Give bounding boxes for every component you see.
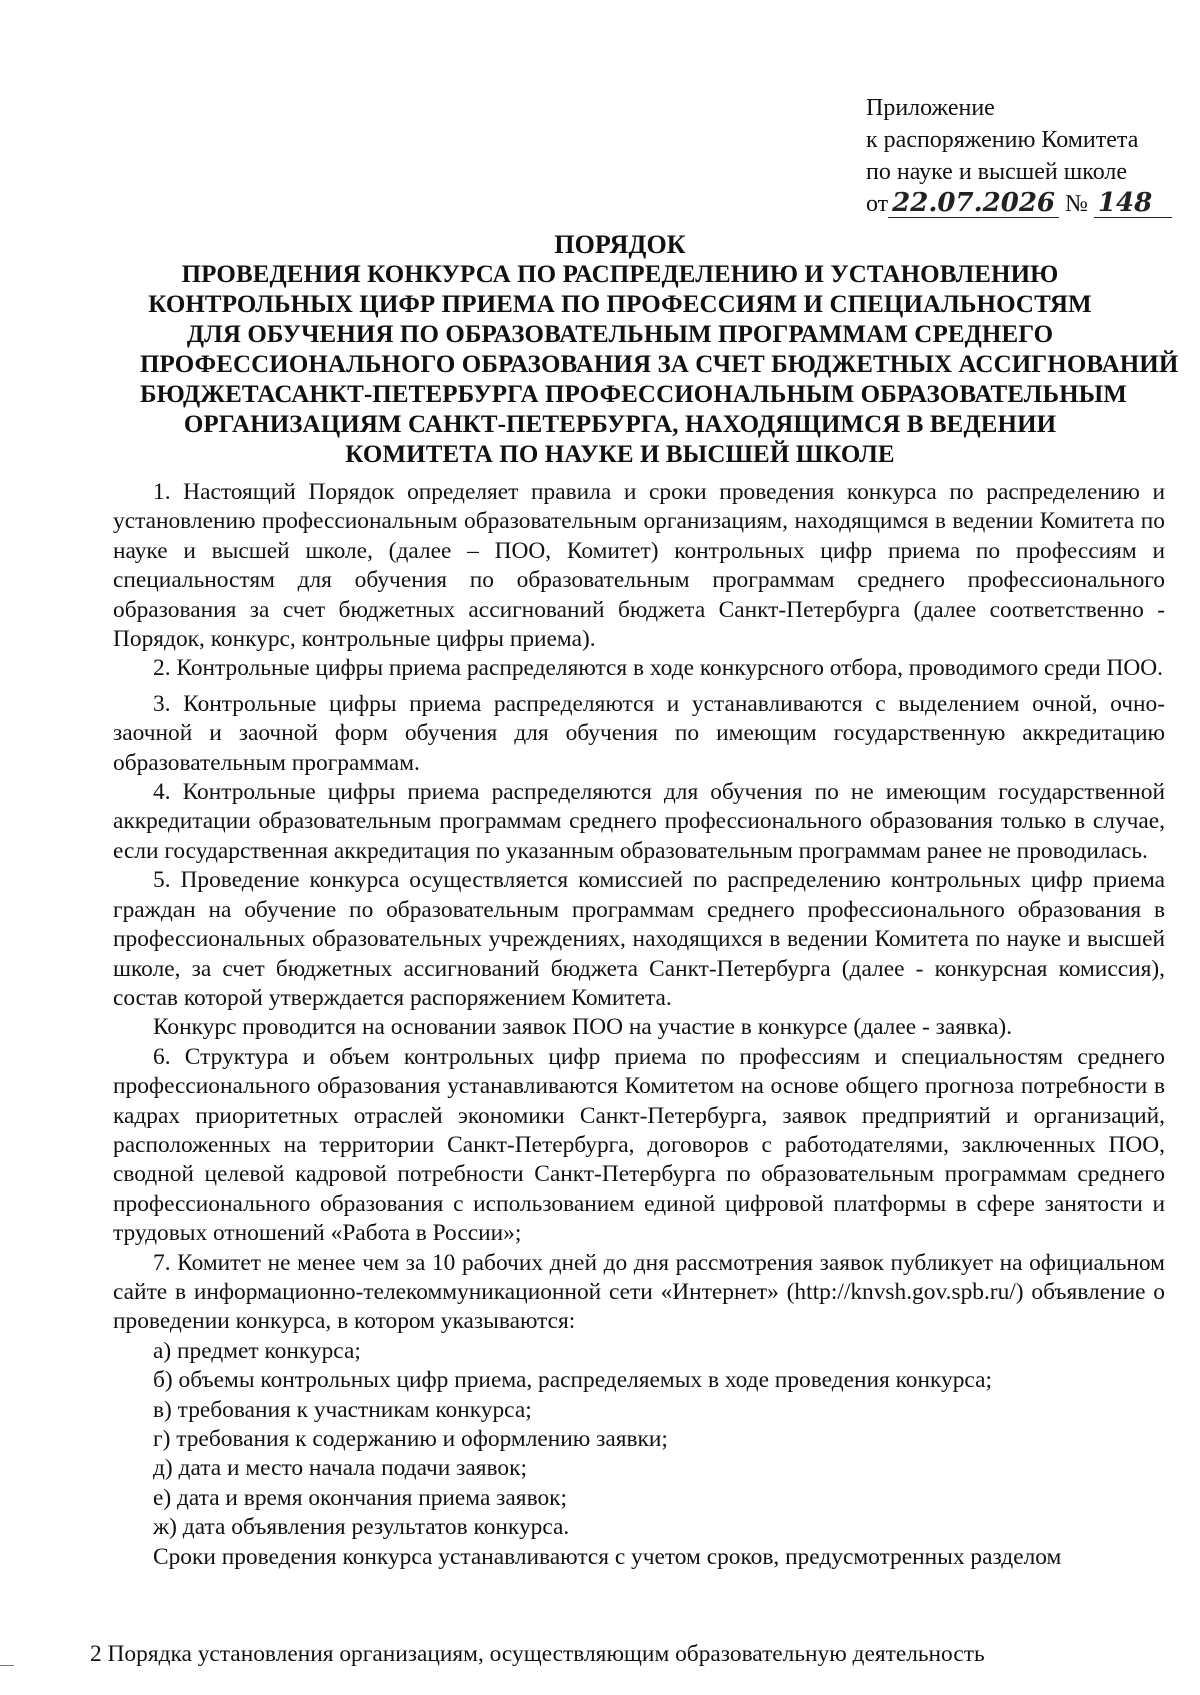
date-prefix: от — [866, 191, 889, 217]
heading-line: КОМИТЕТА ПО НАУКЕ И ВЫСШЕЙ ШКОЛЕ — [345, 441, 895, 468]
list-item: б) объемы контрольных цифр приема, распределяемых в ходе проведения конкурса; — [153, 1367, 992, 1394]
heading-line: ДЛЯ ОБУЧЕНИЯ ПО ОБРАЗОВАТЕЛЬНЫМ ПРОГРАММАМ СРЕДНЕГО — [186, 321, 1054, 348]
heading-line: КОНТРОЛЬНЫХ ЦИФР ПРИЕМА ПО ПРОФЕССИЯМ И СПЕЦИАЛЬНОСТЯМ — [148, 291, 1092, 318]
heading-line: ОРГАНИЗАЦИЯМ САНКТ-ПЕТЕРБУРГА, НАХОДЯЩИМСЯ В ВЕДЕНИИ — [183, 411, 1057, 438]
appendix-title: Приложение — [866, 95, 995, 121]
list-item: г) требования к содержанию и оформлению заявки; — [153, 1426, 668, 1452]
list-item: е) дата и время окончания приема заявок; — [153, 1484, 568, 1511]
heading-line: БЮДЖЕТАСАНКТ-ПЕТЕРБУРГА ПРОФЕССИОНАЛЬНЫМ ОБРАЗОВАТЕЛЬНЫМ — [140, 381, 1127, 408]
list-item: д) дата и место начала подачи заявок; — [153, 1455, 527, 1482]
paragraph-5: 5. Проведение конкурса осуществляется комиссией по распределению контрольных цифр приема граждан на обучение по образовательным программам среднего профессионального образования в профессиональных образовательных учреждениях, находящихся в ведении Комитета по науке и высшей школе, за счет бюджетных ассигнований бюджета Санкт-Петербурга (далее - конкурсная комиссия), состав которой утверждается распоряжением Комитета. — [113, 867, 1165, 1011]
scan-edge-mark — [0, 1665, 14, 1666]
handwritten-number: 148 — [1094, 189, 1172, 218]
list-item: ж) дата объявления результатов конкурса. — [153, 1514, 570, 1541]
document-body — [113, 478, 1165, 1572]
heading-title: ПОРЯДОК — [554, 230, 686, 259]
list-item: а) предмет конкурса; — [153, 1337, 361, 1364]
paragraph-4: 4. Контрольные цифры приема распределяются для обучения по не имеющим государственной аккредитации образовательным программам среднего профессионального образования только в случае, если государственная аккредитация по указанным образовательным программам ранее не проводилась. — [113, 779, 1165, 864]
heading-line: ПРОВЕДЕНИЯ КОНКУРСА ПО РАСПРЕДЕЛЕНИЮ И УСТАНОВЛЕНИЮ — [181, 261, 1059, 288]
document-heading — [140, 230, 1179, 470]
paragraph-2: 2. Контрольные цифры приема распределяются в ходе конкурсного отбора, проводимого среди ПОО. — [153, 655, 1163, 682]
paragraph-7: 7. Комитет не менее чем за 10 рабочих дней до дня рассмотрения заявок публикует на официальном сайте в информационно-телекоммуникационной сети «Интернет» (http://knvsh.gov.spb.ru/) объявление о проведении конкурса, в котором указываются: — [113, 1249, 1165, 1335]
paragraph-5b: Конкурс проводится на основании заявок ПОО на участие в конкурсе (далее - заявка). — [153, 1014, 1013, 1041]
paragraph-6: 6. Структура и объем контрольных цифр приема по профессиям и специальностям среднего профессионального образования устанавливаются Комитетом на основе общего прогноза потребности в кадрах приоритетных отраслей экономики Санкт-Петербурга, заявок предприятий и организаций, расположенных на территории Санкт-Петербурга, договоров с работодателями, заключенных ПОО, сводной целевой кадровой потребности Санкт-Петербурга по образовательным программам среднего профессионального образования с использованием единой цифровой платформы в сфере занятости и трудовых отношений «Работа в России»; — [113, 1043, 1165, 1247]
paragraph-3: 3. Контрольные цифры приема распределяются и устанавливаются с выделением очной, очно-заочной и заочной форм обучения для обучения по имеющим государственную аккредитацию образовательным программам. — [113, 690, 1165, 776]
paragraph-1: 1. Настоящий Порядок определяет правила и сроки проведения конкурса по распределению и установлению профессиональным образовательным организациям, находящимся в ведении Комитета по науке и высшей школе, (далее – ПОО, Комитет) контрольных цифр приема по профессиям и специальностям для обучения по образовательным программам среднего профессионального образования за счет бюджетных ассигнований бюджета Санкт-Петербурга (далее соответственно - Порядок, конкурс, контрольные цифры приема). — [113, 479, 1165, 653]
continuation-line: 2 Порядка установления организациям, осуществляющим образовательную деятельность — [90, 1641, 985, 1667]
appendix-line-2: к распоряжению Комитета — [866, 127, 1139, 153]
handwritten-date: 22.07.2026 — [888, 189, 1059, 218]
appendix-date-line — [866, 188, 1166, 220]
heading-line: ПРОФЕССИОНАЛЬНОГО ОБРАЗОВАНИЯ ЗА СЧЕТ БЮДЖЕТНЫХ АССИГНОВАНИЙ — [140, 351, 1179, 378]
appendix-block — [866, 92, 1166, 220]
paragraph-8: Сроки проведения конкурса устанавливаются с учетом сроков, предусмотренных разделом — [153, 1543, 1062, 1570]
appendix-line-3: по науке и высшей школе — [866, 159, 1127, 185]
list-item: в) требования к участникам конкурса; — [153, 1396, 532, 1423]
number-prefix: № — [1065, 191, 1088, 217]
